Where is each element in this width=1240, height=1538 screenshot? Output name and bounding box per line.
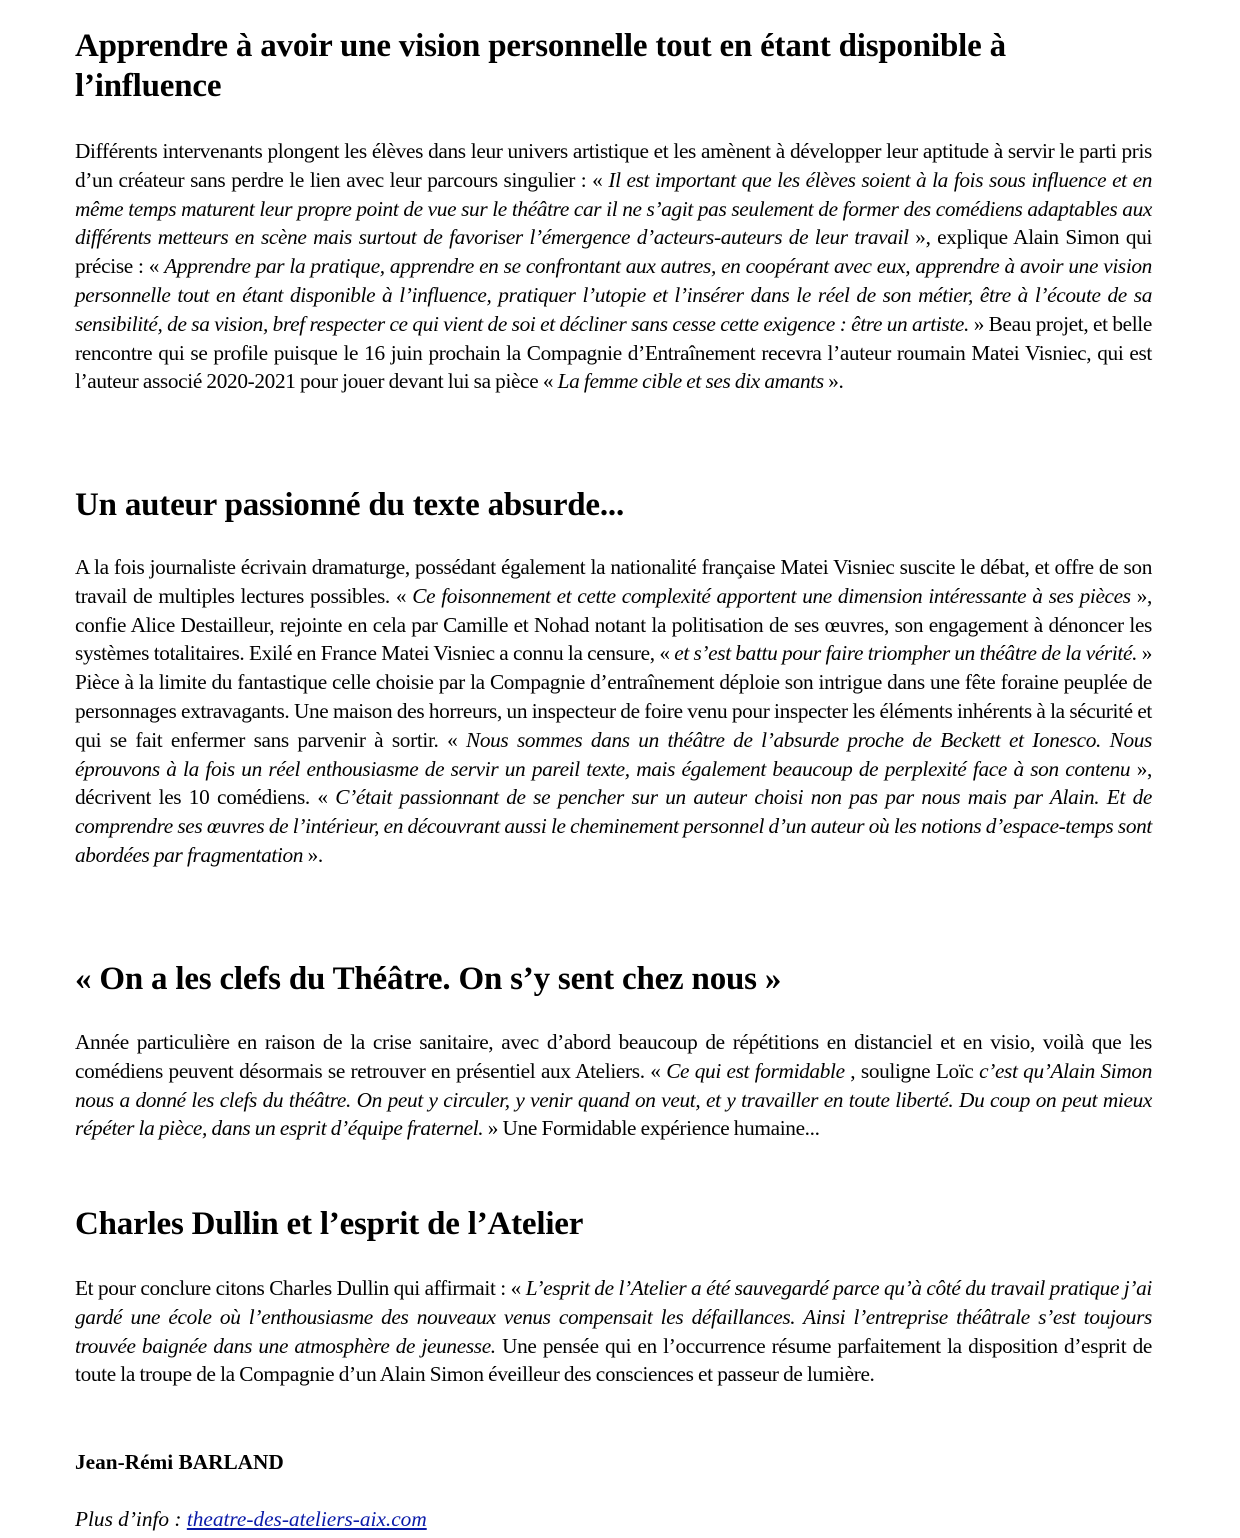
quote-text: Ce foisonnement et cette complexité apportent une dimension intéressante à ses pièces (412, 583, 1131, 608)
body-text: », décrivent les 10 comédiens. « (75, 756, 1152, 810)
quote-text: c’est qu’Alain Simon nous a donné les clefs du théâtre. On peut y circuler, y venir quand on veut, et y travailler en toute liberté. Du coup on peut mieux répéter la pièce, dans un esprit d’équipe fraternel. (75, 1058, 1152, 1141)
more-info-line (75, 1505, 427, 1533)
body-text: », confie Alice Destailleur, rejointe en cela par Camille et Nohad notant la politisation de ses œuvres, son engagement à dénoncer les systèmes totalitaires. Exilé en France Matei Visniec a connu la censure, « (75, 583, 1152, 666)
body-text: Différents intervenants plongent les élèves dans leur univers artistique et les amènent à développer leur aptitude à servir le parti pris d’un créateur sans perdre le lien avec leur parcours singulier : « (75, 139, 1152, 192)
section-heading-clefs-theatre: « On a les clefs du Théâtre. On s’y sent chez nous » (75, 961, 782, 997)
body-text: ». (303, 842, 323, 867)
section-paragraph-auteur-absurde (75, 553, 1152, 870)
more-info-label: Plus d’info : (75, 1507, 187, 1531)
author-signature: Jean-Rémi BARLAND (75, 1450, 284, 1474)
quote-text: Apprendre par la pratique, apprendre en se confrontant aux autres, en coopérant avec eux, apprendre à avoir une vision personnelle tout en étant disponible à l’influence, pratiquer l’utopie et l’insérer dans le réel de son métier, être à l’écoute de sa sensibilité, de sa vision, bref respecter ce qui vient de soi et décliner sans cesse cette exigence : être un artiste. (75, 254, 1152, 336)
quote-text: La femme cible et ses dix amants (557, 369, 824, 394)
section-heading-vision: Apprendre à avoir une vision personnelle tout en étant disponible à l’influence (75, 28, 1006, 104)
body-text: A la fois journaliste écrivain dramaturge, possédant également la nationalité française Matei Visniec suscite le débat, et offre de son travail de multiples lectures possibles. « (75, 555, 1152, 608)
quote-text: et s’est battu pour faire triompher un théâtre de la vérité. (674, 641, 1138, 666)
quote-text: Ce qui est formidable (666, 1058, 845, 1083)
section-paragraph-charles-dullin (75, 1274, 1152, 1389)
section-paragraph-clefs-theatre (75, 1028, 1152, 1143)
section-paragraph-vision (75, 137, 1152, 396)
quote-text: Nous sommes dans un théâtre de l’absurde proche de Beckett et Ionesco. Nous éprouvons à la fois un réel enthousiasme de servir un pareil texte, mais également beaucoup de perplexité face à son contenu (75, 727, 1152, 781)
body-text: » Beau projet, et belle rencontre qui se profile puisque le 16 juin prochain la Compagnie d’Entraînement recevra l’auteur roumain Matei Visniec, qui est l’auteur associé 2020-2021 pour jouer devant lui sa pièce « (75, 311, 1152, 394)
section-heading-charles-dullin: Charles Dullin et l’esprit de l’Atelier (75, 1206, 584, 1242)
body-text: Et pour conclure citons Charles Dullin qui affirmait : « (75, 1276, 526, 1300)
quote-text: L’esprit de l’Atelier a été sauvegardé parce qu’à côté du travail pratique j’ai gardé une école où l’enthousiasme des nouveaux venus compensait les défaillances. Ainsi l’entreprise théâtrale s’est toujours trouvée baignée dans une atmosphère de jeunesse. (75, 1276, 1152, 1358)
body-text: », explique Alain Simon qui précise : « (75, 225, 1152, 279)
website-link[interactable]: theatre-des-ateliers-aix.com (186, 1507, 427, 1531)
body-text: Une pensée qui en l’occurrence résume parfaitement la disposition d’esprit de toute la troupe de la Compagnie d’un Alain Simon éveilleur des consciences et passeur de lumière. (75, 1333, 1152, 1387)
body-text: Année particulière en raison de la crise sanitaire, avec d’abord beaucoup de répétitions en distanciel et en visio, voilà que les comédiens peuvent désormais se retrouver en présentiel aux Ateliers. « (75, 1030, 1152, 1083)
section-heading-auteur-absurde: Un auteur passionné du texte absurde... (75, 487, 625, 523)
body-text: ». (823, 369, 844, 394)
body-text: , souligne Loïc (844, 1058, 980, 1083)
quote-text: Il est important que les élèves soient à la fois sous influence et en même temps maturent leur propre point de vue sur le théâtre car il ne s’agit pas seulement de former des comédiens adaptables aux différents metteurs en scène mais surtout de favoriser l’émergence d’acteurs-auteurs de leur travail (75, 167, 1152, 250)
quote-text: C’était passionnant de se pencher sur un auteur choisi non pas par nous mais par Alain. Et de comprendre ses œuvres de l’intérieur, en découvrant aussi le cheminement personnel d’un auteur où les notions d’espace-temps sont abordées par fragmentation (75, 785, 1152, 867)
body-text: » Pièce à la limite du fantastique celle choisie par la Compagnie d’entraînement déploie son intrigue dans une fête foraine peuplée de personnages extravagants. Une maison des horreurs, un inspecteur de foire venu pour inspecter les éléments inhérents à la sécurité et qui se fait enfermer sans parvenir à sortir. « (75, 641, 1152, 752)
body-text: » Une Formidable expérience humaine... (483, 1116, 820, 1141)
